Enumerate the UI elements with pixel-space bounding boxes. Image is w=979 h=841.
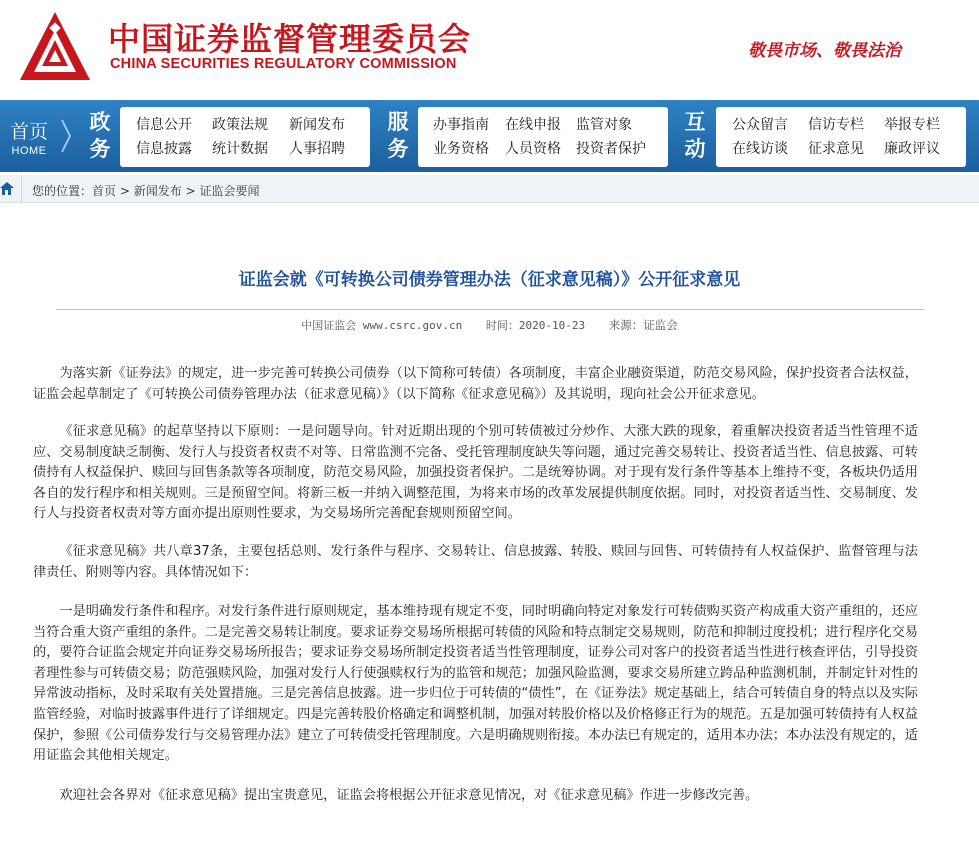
breadcrumb-link-news[interactable]: 新闻发布 bbox=[133, 184, 182, 198]
site-slogan: 敬畏市场、敬畏法治 bbox=[748, 41, 901, 61]
nav-link-petition[interactable]: 信访专栏 bbox=[808, 117, 864, 133]
nav-group-label-char: 互 bbox=[684, 109, 706, 134]
nav-link-online-filing[interactable]: 在线申报 bbox=[505, 117, 561, 133]
nav-group-label-char: 政 bbox=[89, 109, 111, 134]
article-paragraph-3: 《征求意见稿》共八章37条，主要包括总则、发行条件与程序、交易转让、信息披露、转股、赎回与回售、可转债持有人权益保护、监督管理与法律责任、附则等内容。具体情况如下： bbox=[33, 544, 918, 580]
article-paragraph-4: 一是明确发行条件和程序。对发行条件进行原则规定，基本维持现有规定不变，同时明确向特定对象发行可转债购买资产构成重大资产重组的，还应当符合重大资产重组的条件。二是完善交易转让制度。要求证券交易场所根据可转债的风险和特点制定交易规则，防范和抑制过度投机；进行程序化交易的，要符合证监会规定并向证券交易场所报告；要求证券交易场所制定投资者适当性管理制度，证券公司对客户的投资者适当性进行核查评估，引导投资者理性参与可转债交易；防范强赎风险，加强对发行人行使强赎权行为的监管和规范；加强风险监测，要求交易所建立跨品种监测机制，并制定针对性的异常波动指标，及时采取有关处置措施。三是完善信息披露。进一步归位于可转债的“债性”，在《证券法》规定基础上，结合可转债自身的特点以及实际监管经验，对临时披露事件进行了详细规定。四是完善转股价格确定和调整机制，加强对转股价格以及价格修正行为的规范。五是加强可转债持有人权益保护，参照《公司债券发行与交易管理办法》建立了可转债受托管理制度。六是明确规则衔接。本办法已有规定的，适用本办法；本办法没有规定的，适用证监会其他相关规定。 bbox=[33, 604, 918, 764]
nav-group-label-char: 服 bbox=[387, 109, 409, 134]
nav-group-label-char: 务 bbox=[89, 136, 111, 161]
breadcrumb-prefix: 您的位置： bbox=[32, 184, 93, 198]
article-paragraph-5: 欢迎社会各界对《征求意见稿》提出宝贵意见，证监会将根据公开征求意见情况，对《征求意见稿》作进一步修改完善。 bbox=[59, 788, 759, 803]
article-source: 来源：证监会 bbox=[608, 318, 678, 332]
site-title-en: CHINA SECURITIES REGULATORY COMMISSION bbox=[110, 56, 457, 72]
nav-link-policies[interactable]: 政策法规 bbox=[212, 117, 268, 133]
home-button[interactable] bbox=[0, 100, 58, 172]
main-nav bbox=[0, 100, 979, 172]
nav-box-service bbox=[418, 107, 668, 167]
nav-link-personnel-qualification[interactable]: 人员资格 bbox=[505, 141, 561, 157]
breadcrumb-divider bbox=[21, 175, 22, 203]
site-header bbox=[0, 0, 979, 100]
breadcrumb-separator: > bbox=[185, 184, 196, 198]
nav-box-interaction bbox=[716, 107, 966, 167]
breadcrumb bbox=[0, 175, 979, 203]
breadcrumb-separator: > bbox=[119, 184, 130, 198]
nav-link-public-messages[interactable]: 公众留言 bbox=[732, 117, 788, 133]
nav-link-statistics[interactable]: 统计数据 bbox=[212, 141, 268, 157]
nav-link-solicit-opinions[interactable]: 征求意见 bbox=[808, 141, 864, 157]
article-time: 时间：2020-10-23 bbox=[485, 319, 586, 332]
nav-divider-arrow bbox=[60, 118, 72, 154]
breadcrumb-trail bbox=[32, 182, 260, 199]
nav-group-label-government bbox=[86, 108, 114, 162]
nav-group-label-service bbox=[384, 108, 412, 162]
nav-group-label-interaction bbox=[681, 108, 709, 162]
home-label-cn: 首页 bbox=[9, 121, 48, 143]
nav-link-online-interview[interactable]: 在线访谈 bbox=[732, 141, 788, 157]
nav-link-investor-protection[interactable]: 投资者保护 bbox=[576, 141, 646, 157]
nav-group-label-char: 动 bbox=[684, 136, 706, 161]
nav-link-recruitment[interactable]: 人事招聘 bbox=[289, 141, 345, 157]
breadcrumb-link-home[interactable]: 首页 bbox=[92, 184, 117, 198]
csrc-logo[interactable] bbox=[18, 10, 92, 84]
article-divider bbox=[56, 309, 924, 310]
site-title-cn: 中国证券监督管理委员会 bbox=[108, 20, 472, 58]
home-label-en: HOME bbox=[11, 145, 47, 157]
nav-link-report[interactable]: 举报专栏 bbox=[884, 117, 940, 133]
nav-group-label-char: 务 bbox=[387, 136, 409, 161]
article-title: 证监会就《可转换公司债券管理办法（征求意见稿）》公开征求意见 bbox=[238, 270, 741, 290]
article-paragraph-1: 为落实新《证券法》的规定，进一步完善可转换公司债券（以下简称可转债）各项制度，丰富企业融资渠道，防范交易风险，保护投资者合法权益，证监会起草制定了《可转换公司债券管理办法（征求意见稿）》（以下简称《征求意见稿》）及其说明，现向社会公开征求意见。 bbox=[33, 366, 918, 402]
home-icon bbox=[0, 181, 14, 196]
article-source-site: 中国证监会 www.csrc.gov.cn bbox=[301, 319, 463, 332]
nav-link-guide[interactable]: 办事指南 bbox=[433, 117, 489, 133]
article-paragraph-2: 《征求意见稿》的起草坚持以下原则：一是问题导向。针对近期出现的个别可转债被过分炒作、大涨大跌的现象，着重解决投资者适当性管理不适应、交易制度缺乏制衡、发行人与投资者权责不对等、日常监测不完备、受托管理制度缺失等问题，通过完善交易转让、投资者适当性、信息披露、可转债持有人权益保护、赎回与回售条款等各项制度，防范交易风险，加强投资者保护。二是统筹协调。对于现有发行条件等基本上维持不变，各板块仍适用各自的发行程序和相关规则。三是预留空间。将新三板一并纳入调整范围，为将来市场的改革发展提供制度依据。同时，对投资者适当性、交易制度、发行人与投资者权责对等方面亦提出原则性要求，为交易场所完善配套规则预留空间。 bbox=[33, 424, 918, 522]
breadcrumb-link-csrc-news[interactable]: 证监会要闻 bbox=[199, 184, 260, 198]
nav-link-regulated-entities[interactable]: 监管对象 bbox=[576, 117, 632, 133]
article-meta bbox=[0, 317, 979, 333]
nav-link-business-qualification[interactable]: 业务资格 bbox=[433, 141, 489, 157]
nav-box-government bbox=[120, 107, 370, 167]
nav-link-integrity-review[interactable]: 廉政评议 bbox=[884, 141, 940, 157]
nav-link-news[interactable]: 新闻发布 bbox=[289, 117, 345, 133]
nav-link-info-disclosure[interactable]: 信息披露 bbox=[136, 141, 192, 157]
nav-link-info-disclosure-public[interactable]: 信息公开 bbox=[136, 117, 192, 133]
